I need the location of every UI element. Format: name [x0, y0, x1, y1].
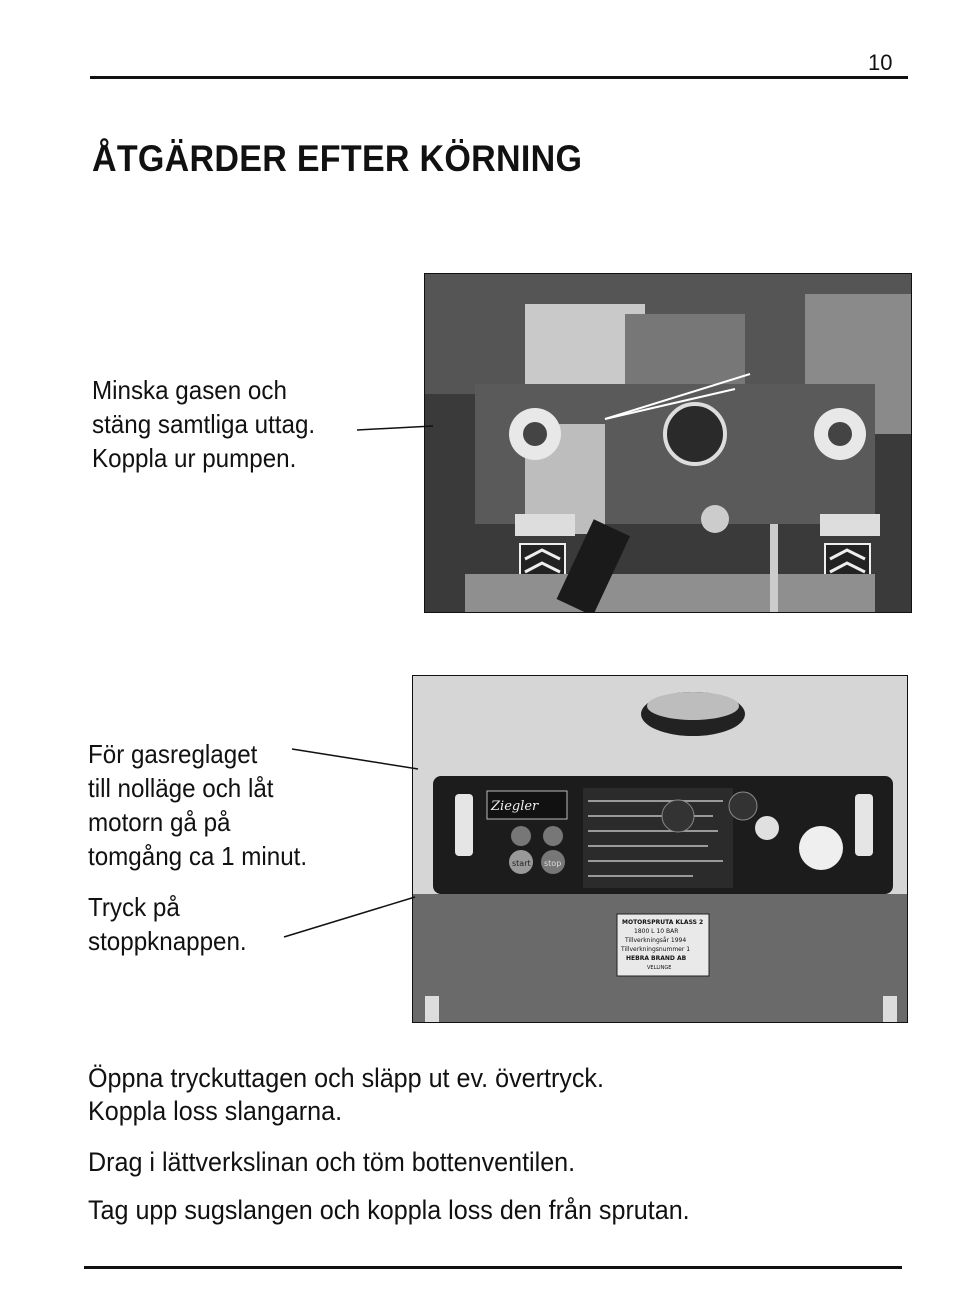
start-button-label: start [512, 859, 531, 868]
header-rule [90, 76, 908, 79]
photo-pump-trailer [424, 273, 912, 613]
leader-line-2 [290, 745, 420, 775]
plate-line: Tillverkningsår 1994 [625, 937, 687, 944]
caption-block-2 [88, 737, 307, 873]
caption-block-1 [92, 373, 315, 475]
plate-line: MOTORSPRUTA KLASS 2 [622, 919, 704, 926]
leader-line-3 [282, 895, 417, 940]
instruction-1: Öppna tryckuttagen och släpp ut ev. övertryck. [88, 1063, 604, 1093]
caption-line: motorn gå på [88, 807, 231, 837]
caption-line: Minska gasen och [92, 375, 287, 405]
caption-line: till nolläge och låt [88, 773, 274, 803]
plate-line: VELLINGE [647, 965, 672, 971]
page-number: 10 [868, 50, 893, 75]
caption-block-3 [88, 890, 247, 958]
instruction-3: Drag i lättverkslinan och töm bottenventilen. [88, 1147, 576, 1177]
footer-rule [84, 1266, 902, 1269]
plate-line: HEBRA BRAND AB [626, 955, 687, 962]
caption-line: För gasreglaget [88, 739, 258, 769]
control-panel-image [413, 676, 907, 1022]
page-title: ÅTGÄRDER EFTER KÖRNING [92, 138, 583, 179]
photo-control-panel [412, 675, 908, 1023]
pump-trailer-image [425, 274, 911, 612]
caption-line: Tryck på [88, 892, 180, 922]
caption-line: tomgång ca 1 minut. [88, 841, 308, 871]
plate-line: Tillverkningsnummer 1 [621, 946, 691, 953]
panel-brand-label: Ziegler [491, 799, 539, 814]
instruction-4: Tag upp sugslangen och koppla loss den från sprutan. [88, 1195, 690, 1225]
caption-line: stäng samtliga uttag. [92, 409, 316, 439]
stop-button-label: stop [544, 859, 562, 868]
plate-line: 1800 L 10 BAR [634, 928, 679, 935]
leader-line-1 [355, 420, 435, 440]
instruction-2: Koppla loss slangarna. [88, 1096, 343, 1126]
caption-line: Koppla ur pumpen. [92, 443, 297, 473]
caption-line: stoppknappen. [88, 926, 247, 956]
